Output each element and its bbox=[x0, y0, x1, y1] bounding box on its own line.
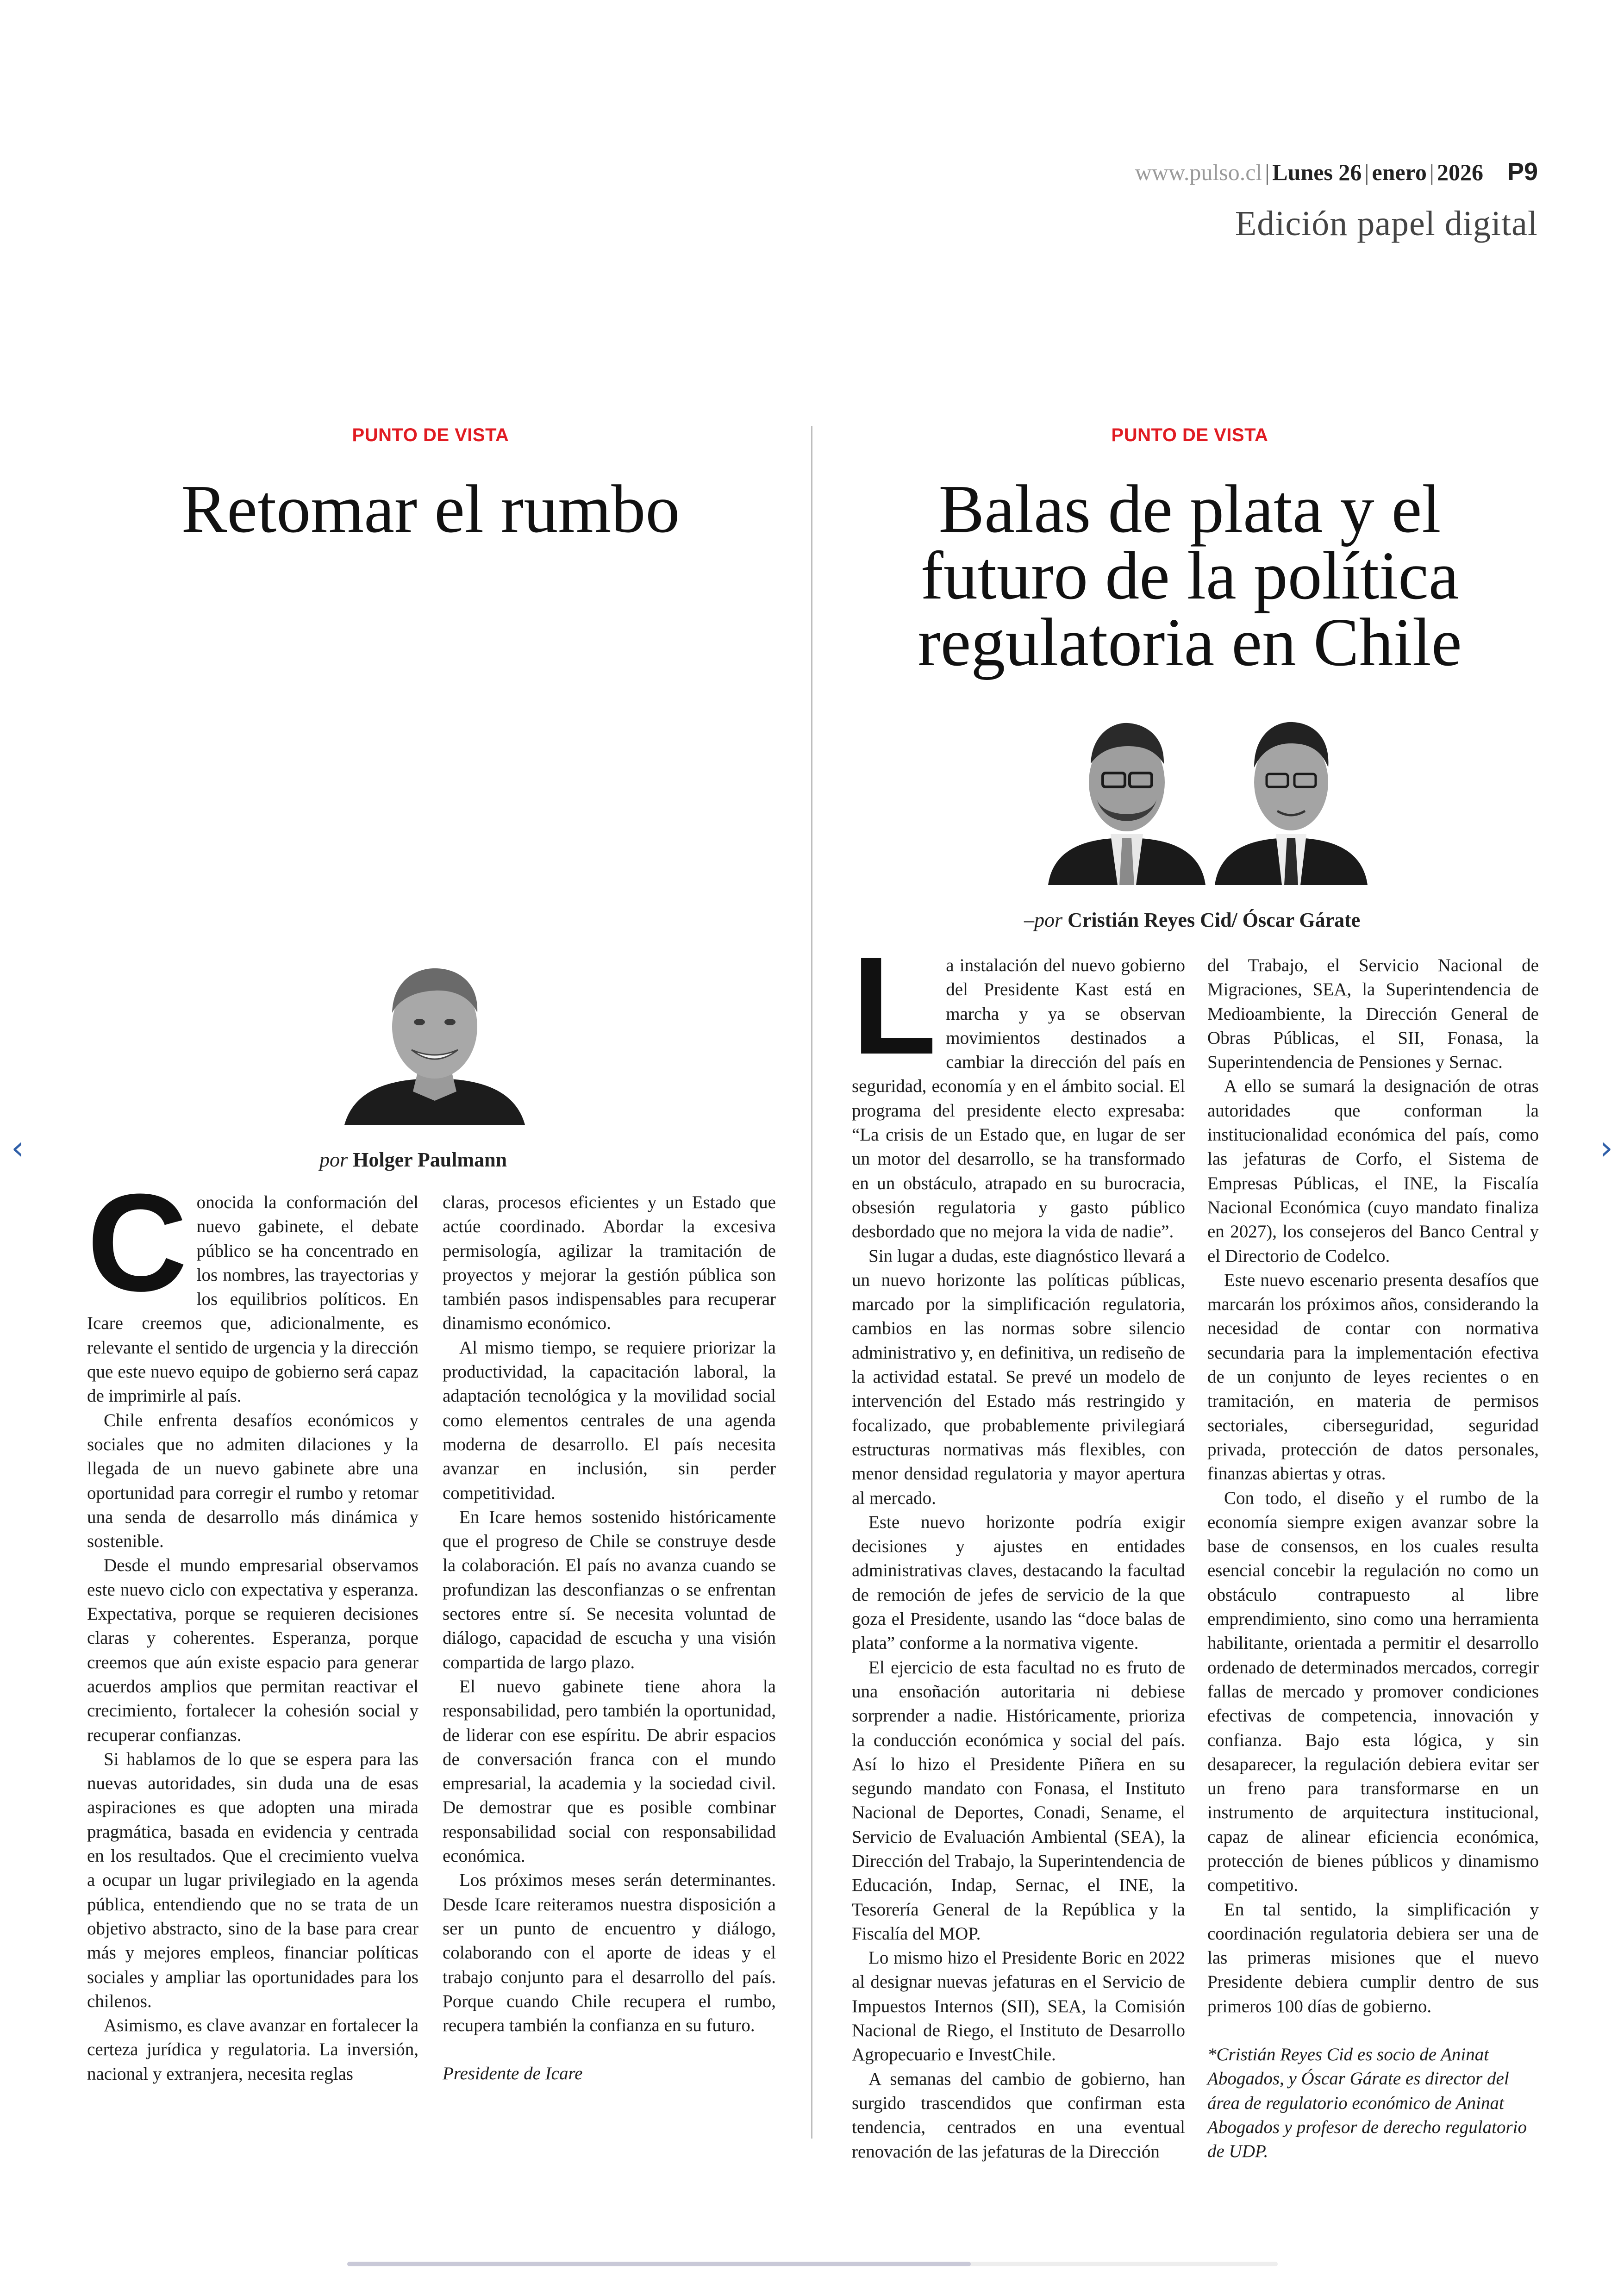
paragraph: del Trabajo, el Servicio Nacional de Migraciones, SEA, la Superintendencia de Medioambiente, la Dirección General de Obras Públicas, el SII, Fonasa, la Superintendencia de Pensiones y Sernac. bbox=[1207, 955, 1539, 1073]
paragraph: Conocida la conformación del nuevo gabinete, el debate público se ha concentrado en los nombres, las trayectorias y los equilibrios políticos. En Icare creemos que, adicionalmente, es relevante el sentido de urgencia y la dirección que este nuevo equipo de gobierno será capaz de imprimirle al país. bbox=[87, 1165, 418, 1406]
paragraph: Al mismo tiempo, se requiere priorizar la productividad, la capacitación laboral, la adaptación tecnológica y la movilidad social como elementos centrales de una agenda moderna de desarrollo. El país necesita avanzar en inclusión, sin perder competitividad. bbox=[443, 1337, 776, 1503]
author-photo-paulmann bbox=[335, 957, 534, 1125]
paragraph: claras, procesos eficientes y un Estado que actúe coordinado. Abordar la excesiva permisología, agilizar la tramitación de proyectos y mejorar la gestión pública son también pasos indispensables para recuperar dinamismo económico. bbox=[443, 1192, 776, 1334]
paragraph: Los próximos meses serán determinantes. Desde Icare reiteramos nuestra disposición a ser un punto de encuentro y diálogo, colaborando con el aporte de ideas y el trabajo conjunto para el desarrollo del país. Porque cuando Chile recupera el rumbo, recupera también la confianza en su futuro. bbox=[443, 1870, 776, 2036]
left-article-column-2 bbox=[443, 1191, 776, 2086]
paragraph: Con todo, el diseño y el rumbo de la economía siempre exigen avanzar sobre la base de consensos, en los cuales resulta esencial concebir la regulación no como un obstáculo contrapuesto al libre emprendimiento, sino como una herramienta habilitante, orientada a permitir el desarrollo ordenado de determinados mercados, corregir fallas de mercado y promover condiciones efectivas de competencia, innovación y confianza. Bajo esta lógica, y sin desaparecer, la regulación debiera evitar ser un freno para transformarse en un instrumento de arquitectura institucional, capaz de alinear eficiencia económica, protección de bienes públicos y dinamismo competitivo. bbox=[1207, 1488, 1539, 1896]
right-article-column-1 bbox=[852, 928, 1185, 2164]
column-divider bbox=[811, 426, 812, 2139]
paragraph: La instalación del nuevo gobierno del Presidente Kast está en marcha y ya se observan movimientos destinados a cambiar la dirección del país en seguridad, economía y en el ámbito social. El programa del presidente electo expresaba: “La crisis de un Estado que, en lugar de ser un motor del desarrollo, se ha transformado en un obstáculo, atrapado en su burocracia, obsesión regulatoria y gasto público desbordado que no mejora la vida de nadie”. bbox=[852, 928, 1185, 1242]
author-note: *Cristián Reyes Cid es socio de Aninat Abogados, y Óscar Gárate es director del área de regulatorio económico de Aninat Abogados y profesor de derecho regulatorio de UDP. bbox=[1207, 2045, 1527, 2162]
paragraph: Sin lugar a dudas, este diagnóstico llevará a un nuevo horizonte las políticas públicas, marcado por la simplificación regulatoria, cambios en las normas sobre silencio administrativo y, en definitiva, un rediseño de la actividad estatal. Se prevé un modelo de intervención del Estado más restringido y focalizado, que probablemente privilegiará estructuras normativas más flexibles, con menor densidad regulatoria y mayor apertura al mercado. bbox=[852, 1246, 1185, 1508]
page-scrollbar[interactable] bbox=[347, 2262, 1278, 2266]
drop-cap: C bbox=[87, 1165, 187, 1320]
author-photos-reyes-garate bbox=[1048, 713, 1368, 885]
page-number: P9 bbox=[1507, 158, 1538, 186]
left-byline bbox=[319, 1148, 507, 1172]
date-year: 2026 bbox=[1437, 159, 1483, 185]
paragraph: En Icare hemos sostenido históricamente que el progreso de Chile se construye desde la colaboración. El país no avanza cuando se profundizan las desconfianzas o se enfrentan sectores entre sí. Se necesita voluntad de diálogo, capacidad de escucha y una visión compartida de largo plazo. bbox=[443, 1507, 776, 1672]
right-byline bbox=[1024, 908, 1360, 932]
paragraph: El ejercicio de esta facultad no es fruto de una ensoñación autoritaria ni debiese sorprender a nadie. Históricamente, prioriza la conducción económica y social del país. Así lo hizo el Presidente Piñera en su segundo mandato con Fonasa, el Instituto Nacional de Deportes, Conadi, Sename, el Servicio de Evaluación Ambiental (SEA), la Dirección del Trabajo, la Superintendencia de Educación, Indap, Sernac, el INE, la Tesorería General de la República y la Fiscalía del MOP. bbox=[852, 1657, 1185, 1944]
paragraph: Lo mismo hizo el Presidente Boric en 2022 al designar nuevas jefaturas en el Servicio de Impuestos Internos (SII), SEA, la Comisión Nacional de Riego, el Instituto de Desarrollo Agropecuario e InvestChile. bbox=[852, 1948, 1185, 2065]
paragraph: A semanas del cambio de gobierno, han surgido trascendidos que confirman esta tendencia, centrados en una eventual renovación de las jefaturas de la Dirección bbox=[852, 2069, 1185, 2162]
site-url: www.pulso.cl bbox=[1135, 159, 1262, 185]
author-signature: Presidente de Icare bbox=[443, 2064, 583, 2084]
paragraph: A ello se sumará la designación de otras autoridades que conforman la institucionalidad económica del país, como las jefaturas de Corfo, el Sistema de Empresas Públicas, el INE, la Fiscalía Nacional Económica (cuyo mandato finaliza en 2027), los consejeros del Banco Central y el Directorio de Codelco. bbox=[1207, 1076, 1539, 1266]
edition-label: Edición papel digital bbox=[1235, 204, 1538, 243]
paragraph: Este nuevo horizonte podría exigir decisiones y ajustes en entidades administrativas claves, destacando la facultad de remoción de jefes de servicio de la que goza el Presidente, usando las “doce balas de plata” conforme a la normativa vigente. bbox=[852, 1512, 1185, 1653]
left-article-title: Retomar el rumbo bbox=[181, 471, 680, 547]
right-kicker: PUNTO DE VISTA bbox=[1111, 425, 1268, 445]
paragraph: En tal sentido, la simplificación y coordinación regulatoria debiera ser una de las primeras misiones que el nuevo Presidente debiera cumplir dentro de sus primeros 100 días de gobierno. bbox=[1207, 1899, 1539, 2016]
next-page-chevron-right-icon[interactable]: › bbox=[1600, 1129, 1613, 1167]
page-header: www.pulso.cl | Lunes 26 | enero | 2026 P9 bbox=[1135, 158, 1538, 186]
byline-prefix: por bbox=[319, 1148, 348, 1171]
date-month: enero bbox=[1372, 159, 1427, 185]
drop-cap: L bbox=[852, 928, 937, 1083]
paragraph: Chile enfrenta desafíos económicos y sociales que no admiten dilaciones y la llegada de un nuevo gabinete abre una oportunidad para corregir el rumbo y retomar una senda de desarrollo más dinámica y sostenible. bbox=[87, 1410, 418, 1552]
paragraph: Asimismo, es clave avanzar en fortalecer la certeza jurídica y regulatoria. La inversión, nacional y extranjera, necesita reglas bbox=[87, 2015, 418, 2084]
left-article-column-1 bbox=[87, 1165, 418, 2086]
right-article-title: Balas de plata y el futuro de la política regulatoria en Chile bbox=[918, 471, 1462, 680]
author-name: Holger Paulmann bbox=[353, 1148, 507, 1171]
author-names: Cristián Reyes Cid/ Óscar Gárate bbox=[1068, 909, 1361, 931]
paragraph: El nuevo gabinete tiene ahora la responsabilidad, pero también la oportunidad, de liderar con ese espíritu. De abrir espacios de conversación franca con el mundo empresarial, la academia y la sociedad civil. De demostrar que es posible combinar responsabilidad social con responsabilidad económica. bbox=[443, 1676, 776, 1866]
paragraph: Si hablamos de lo que se espera para las nuevas autoridades, sin duda una de esas aspiraciones es que adopten una mirada pragmática, basada en evidencia y centrada en los resultados. Que el crecimiento vuelva a ocupar un lugar privilegiado en la agenda pública, entendiendo que no se trata de un objetivo abstracto, sino de la base para crear más y mejores empleos, financiar políticas sociales y ampliar las oportunidades para los chilenos. bbox=[87, 1749, 418, 2011]
paragraph: Este nuevo escenario presenta desafíos que marcarán los próximos años, considerando la necesidad de contar con normativa secundaria para la implementación efectiva de un conjunto de leyes recientes o en tramitación, en materia de permisos sectoriales, ciberseguridad, seguridad privada, protección de datos personales, finanzas abiertas y otras. bbox=[1207, 1270, 1539, 1484]
date-day: Lunes 26 bbox=[1272, 159, 1362, 185]
scrollbar-thumb[interactable] bbox=[347, 2262, 971, 2266]
paragraph: Desde el mundo empresarial observamos este nuevo ciclo con expectativa y esperanza. Expectativa, porque se requieren decisiones claras y coherentes. Esperanza, porque creemos que aún existe espacio para generar acuerdos amplios que permitan reactivar el crecimiento, fortalecer la cohesión social y recuperar confianzas. bbox=[87, 1555, 418, 1745]
right-article-column-2 bbox=[1207, 954, 1539, 2164]
left-kicker: PUNTO DE VISTA bbox=[352, 425, 509, 445]
previous-page-chevron-left-icon[interactable]: ‹ bbox=[11, 1129, 24, 1167]
byline-prefix: –por bbox=[1024, 909, 1063, 931]
